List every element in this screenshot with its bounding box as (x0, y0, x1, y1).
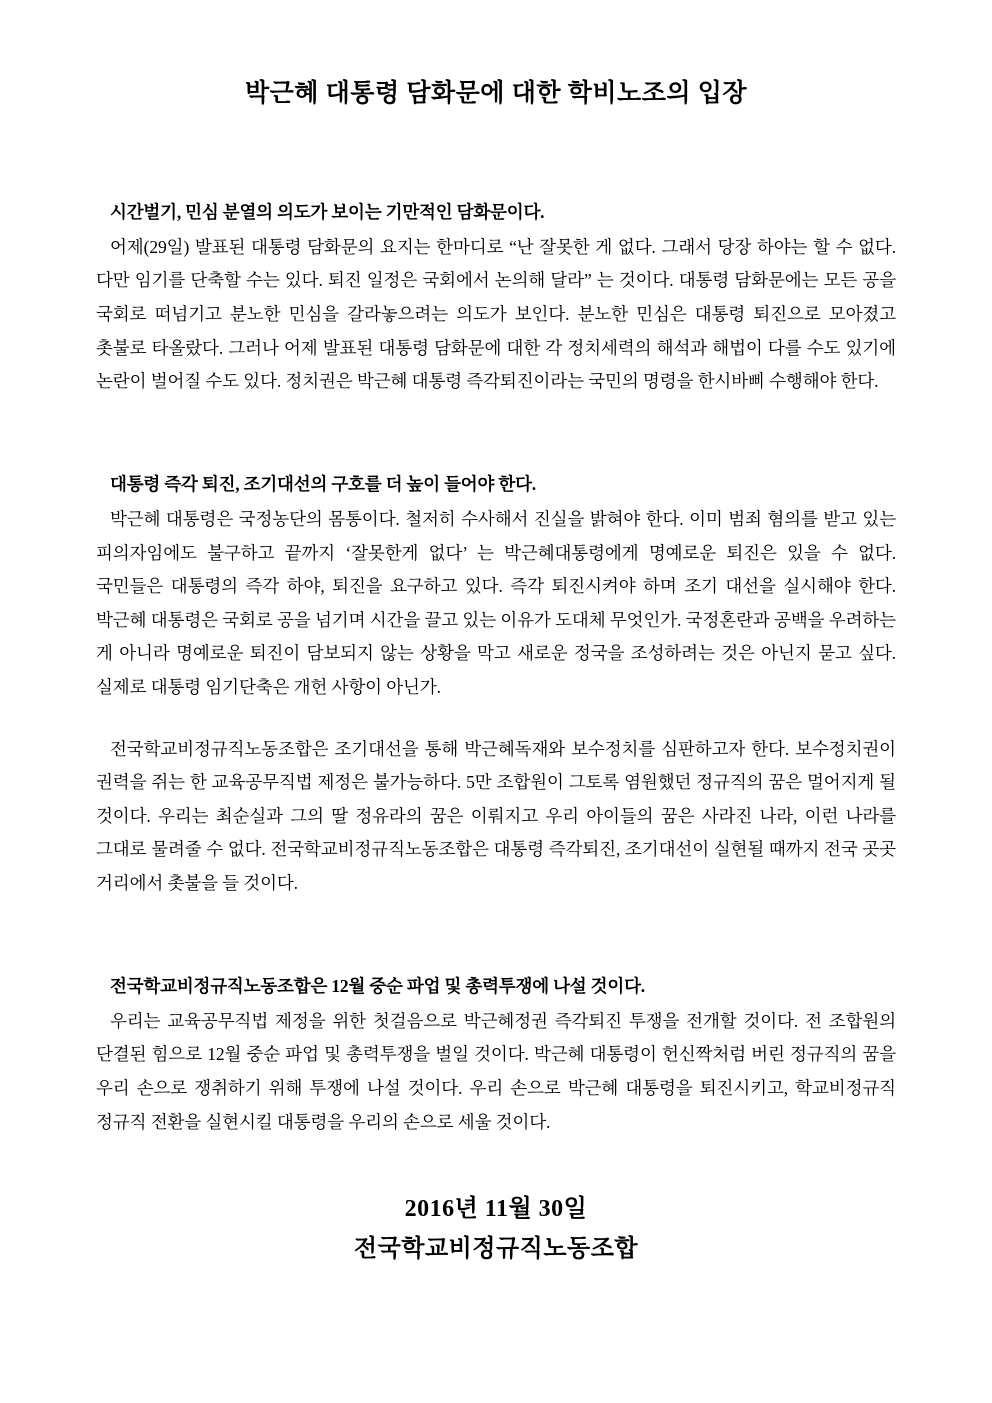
section-statement-2 (96, 471, 896, 901)
signoff-date: 2016년 11월 30일 (404, 1196, 588, 1223)
section-heading: 대통령 즉각 퇴진, 조기대선의 구호를 더 높이 들어야 한다. (110, 473, 536, 494)
section-paragraph: 박근혜 대통령은 국정농단의 몸통이다. 철저히 수사해서 진실을 밝혀야 한다. 이미 범죄 혐의를 받고 있는 피의자임에도 불구하고 끝까지 ‘잘못한게 없다’ 는 박근혜대통령에게 명예로운 퇴진은 있을 수 없다. 국민들은 대통령의 즉각 하야, 퇴진을 요구하고 있다. 즉각 퇴진시켜야 하며 조기 대선을 실시해야 한다. 박근혜 대통령은 국회로 공을 넘기며 시간을 끌고 있는 이유가 도대체 무엇인가. 국정혼란과 공백을 우려하는 게 아니라 명예로운 퇴진이 담보되지 않는 상황을 막고 새로운 정국을 조성하려는 것은 아닌지 묻고 싶다. 실제로 대통령 임기단축은 개헌 사항이 아닌가. (96, 508, 896, 697)
section-heading: 시간벌기, 민심 분열의 의도가 보이는 기만적인 담화문이다. (110, 201, 545, 222)
page-title: 박근혜 대통령 담화문에 대한 학비노조의 입장 (244, 80, 748, 107)
section-paragraph: 어제(29일) 발표된 대통령 담화문의 요지는 한마디로 “난 잘못한 게 없다. 그래서 당장 하야는 할 수 없다. 다만 임기를 단축할 수는 있다. 퇴진 일정은 국회에서 논의해 달라” 는 것이다. 대통령 담화문에는 모든 공을 국회로 떠넘기고 분노한 민심을 갈라놓으려는 의도가 보인다. 분노한 민심은 대통령 퇴진으로 모아졌고 촛불로 타올랐다. 그러나 어제 발표된 대통령 담화문에 대한 각 정치세력의 해석과 해법이 다를 수도 있기에 논란이 벌어질 수도 있다. 정치권은 박근혜 대통령 즉각퇴진이라는 국민의 명령을 한시바삐 수행해야 한다. (96, 236, 896, 392)
spacer (96, 711, 896, 733)
section-heading: 전국학교비정규직노동조합은 12월 중순 파업 및 총력투쟁에 나설 것이다. (110, 975, 645, 996)
section-paragraph: 전국학교비정규직노동조합은 조기대선을 통해 박근혜독재와 보수정치를 심판하고자 한다. 보수정치권이 권력을 쥐는 한 교육공무직법 제정은 불가능하다. 5만 조합원이 그토록 염원했던 정규직의 꿈은 멀어지게 될 것이다. 우리는 최순실과 그의 딸 정유라의 꿈은 이뤄지고 우리 아이들의 꿈은 사라진 나라, 이런 나라를 그대로 물려줄 수 없다. 전국학교비정규직노동조합은 대통령 즉각퇴진, 조기대선이 실현될 때까지 전국 곳곳 거리에서 촛불을 들 것이다. (96, 738, 896, 893)
section-statement-3 (96, 973, 896, 1140)
spacer (96, 433, 896, 471)
signoff-organization: 전국학교비정규직노동조합 (353, 1236, 639, 1263)
section-paragraph: 우리는 교육공무직법 제정을 위한 첫걸음으로 박근혜정권 즉각퇴진 투쟁을 전개할 것이다. 전 조합원의 단결된 힘으로 12월 중순 파업 및 총력투쟁을 벌일 것이다. 박근혜 대통령이 헌신짝처럼 버린 정규직의 꿈을 우리 손으로 쟁취하기 위해 투쟁에 나설 것이다. 우리 손으로 박근혜 대통령을 퇴진시키고, 학교비정규직 정규직 전환을 실현시킬 대통령을 우리의 손으로 세울 것이다. (96, 1010, 896, 1132)
spacer (96, 935, 896, 973)
section-statement-1 (96, 199, 896, 399)
signoff-block (96, 1191, 896, 1267)
